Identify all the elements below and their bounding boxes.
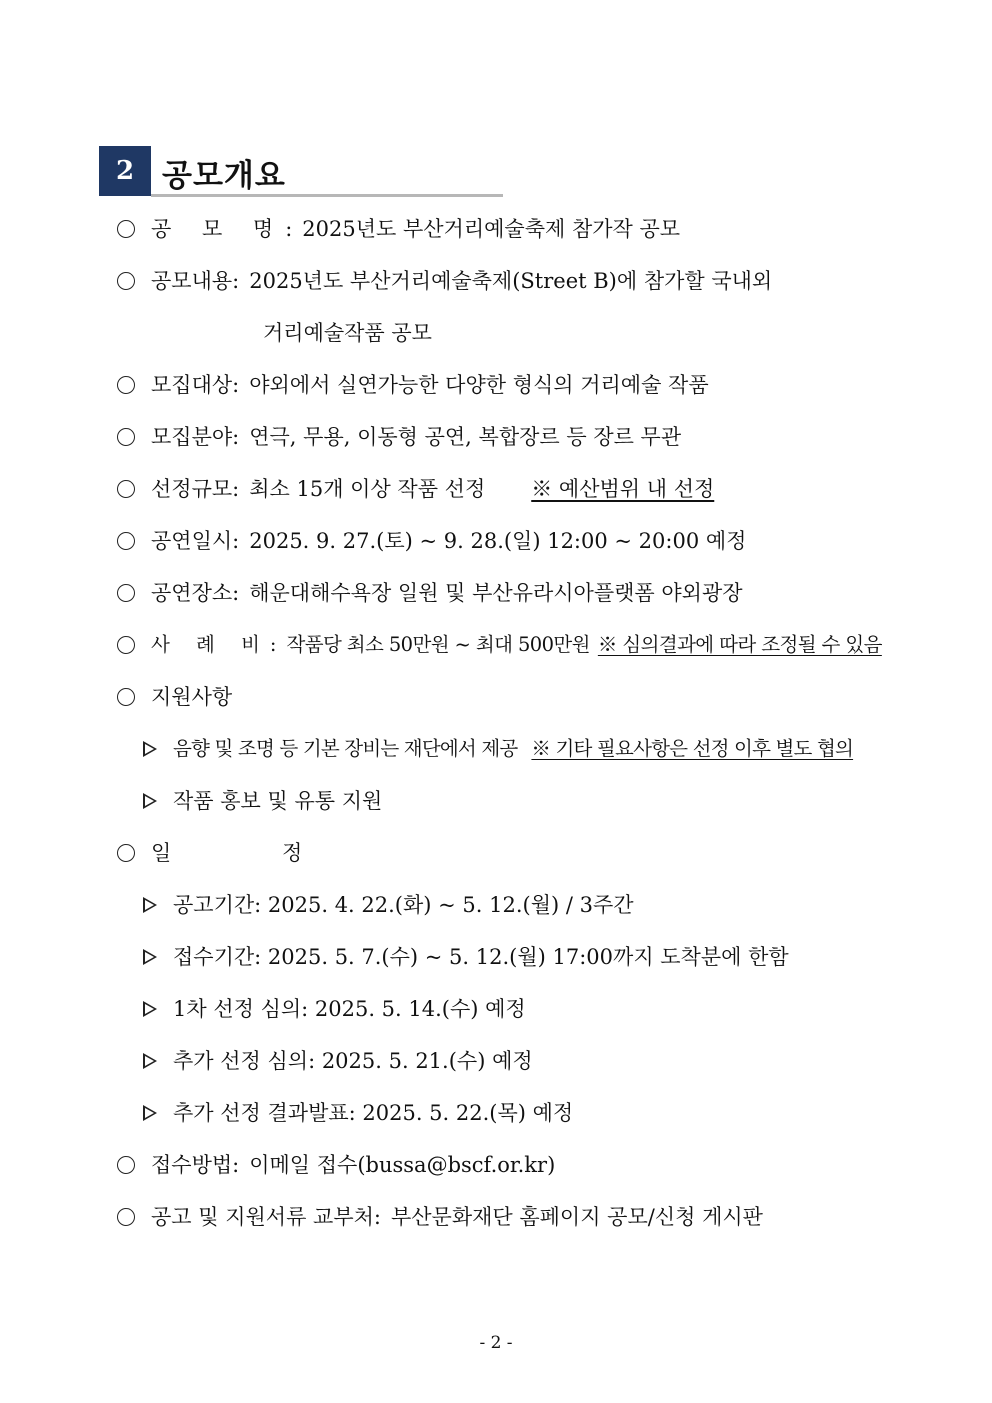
page-number: - 2 - xyxy=(479,1333,513,1353)
item-value: 야외에서 실연가능한 다양한 형식의 거리예술 작품 xyxy=(249,373,709,397)
item-label: 모집분야: xyxy=(151,425,240,449)
item-fee xyxy=(117,629,882,661)
section-underline xyxy=(151,194,503,197)
schedule-item xyxy=(143,941,789,973)
circle-bullet-icon xyxy=(117,220,135,238)
circle-bullet-icon xyxy=(117,1208,135,1226)
item-contest-content-continuation xyxy=(263,317,432,349)
item-value: 부산문화재단 홈페이지 공모/신청 게시판 xyxy=(390,1205,763,1229)
circle-bullet-icon xyxy=(117,480,135,498)
item-label: 공모내용: xyxy=(151,269,240,293)
support-note: ※ 기타 필요사항은 선정 이후 별도 협의 xyxy=(531,737,854,760)
circle-bullet-icon xyxy=(117,844,135,862)
schedule-text: 접수기간: 2025. 5. 7.(수) ~ 5. 12.(월) 17:00까지 도착분에 한함 xyxy=(173,945,789,969)
circle-bullet-icon xyxy=(117,532,135,550)
support-item xyxy=(143,785,382,817)
item-note: ※ 심의결과에 따라 조정될 수 있음 xyxy=(597,633,882,656)
triangle-bullet-icon xyxy=(143,793,157,809)
circle-bullet-icon xyxy=(117,272,135,290)
item-label: 접수방법: xyxy=(151,1153,240,1177)
item-value: 작품당 최소 50만원 ~ 최대 500만원 xyxy=(286,633,590,656)
support-text: 작품 홍보 및 유통 지원 xyxy=(173,789,383,813)
item-label: 선정규모: xyxy=(151,477,240,501)
item-field xyxy=(117,421,681,453)
item-label: 공연일시: xyxy=(151,529,240,553)
support-text: 음향 및 조명 등 기본 장비는 재단에서 제공 xyxy=(173,737,518,760)
item-value: 2025. 9. 27.(토) ~ 9. 28.(일) 12:00 ~ 20:00 예정 xyxy=(249,529,747,553)
schedule-text: 1차 선정 심의: 2025. 5. 14.(수) 예정 xyxy=(173,997,526,1021)
item-application xyxy=(117,1149,555,1181)
schedule-item xyxy=(143,1045,533,1077)
schedule-item xyxy=(143,993,526,1025)
item-note: ※ 예산범위 내 선정 xyxy=(531,477,715,501)
circle-bullet-icon xyxy=(117,584,135,602)
schedule-text: 추가 선정 심의: 2025. 5. 21.(수) 예정 xyxy=(173,1049,533,1073)
item-label: 사 례 비: xyxy=(151,633,287,656)
item-value-continuation: 거리예술작품 공모 xyxy=(263,321,432,345)
triangle-bullet-icon xyxy=(143,897,157,913)
item-documents xyxy=(117,1201,763,1233)
schedule-text: 공고기간: 2025. 4. 22.(화) ~ 5. 12.(월) / 3주간 xyxy=(173,893,634,917)
item-value: 2025년도 부산거리예술축제(Street B)에 참가할 국내외 xyxy=(249,269,773,293)
item-venue xyxy=(117,577,743,609)
item-value: 연극, 무용, 이동형 공연, 복합장르 등 장르 무관 xyxy=(249,425,682,449)
schedule-item xyxy=(143,1097,573,1129)
item-label: 공 모 명: xyxy=(151,217,305,241)
item-schedule xyxy=(117,837,354,869)
item-value: 이메일 접수(bussa@bscf.or.kr) xyxy=(249,1153,556,1177)
section-number-badge: 2 xyxy=(99,146,151,196)
circle-bullet-icon xyxy=(117,636,135,654)
item-label: 모집대상: xyxy=(151,373,240,397)
triangle-bullet-icon xyxy=(143,1053,157,1069)
section-header xyxy=(99,146,503,198)
item-value: 해운대해수욕장 일원 및 부산유라시아플랫폼 야외광장 xyxy=(249,581,743,605)
triangle-bullet-icon xyxy=(143,741,157,757)
item-contest-content xyxy=(117,265,772,297)
triangle-bullet-icon xyxy=(143,1105,157,1121)
item-support xyxy=(117,681,232,713)
item-target xyxy=(117,369,709,401)
circle-bullet-icon xyxy=(117,688,135,706)
item-contest-name xyxy=(117,213,680,245)
item-label: 공고 및 지원서류 교부처: xyxy=(151,1205,381,1229)
section-title: 공모개요 xyxy=(162,158,286,194)
item-value: 2025년도 부산거리예술축제 참가작 공모 xyxy=(302,217,681,241)
schedule-item xyxy=(143,889,634,921)
triangle-bullet-icon xyxy=(143,949,157,965)
circle-bullet-icon xyxy=(117,428,135,446)
item-date xyxy=(117,525,746,557)
schedule-text: 추가 선정 결과발표: 2025. 5. 22.(목) 예정 xyxy=(173,1101,574,1125)
item-label: 공연장소: xyxy=(151,581,240,605)
item-scale xyxy=(117,473,714,505)
circle-bullet-icon xyxy=(117,1156,135,1174)
item-value: 최소 15개 이상 작품 선정 xyxy=(249,477,486,501)
triangle-bullet-icon xyxy=(143,1001,157,1017)
circle-bullet-icon xyxy=(117,376,135,394)
item-label: 일 정 xyxy=(151,841,355,865)
support-item xyxy=(143,733,853,765)
item-label: 지원사항 xyxy=(151,685,233,709)
